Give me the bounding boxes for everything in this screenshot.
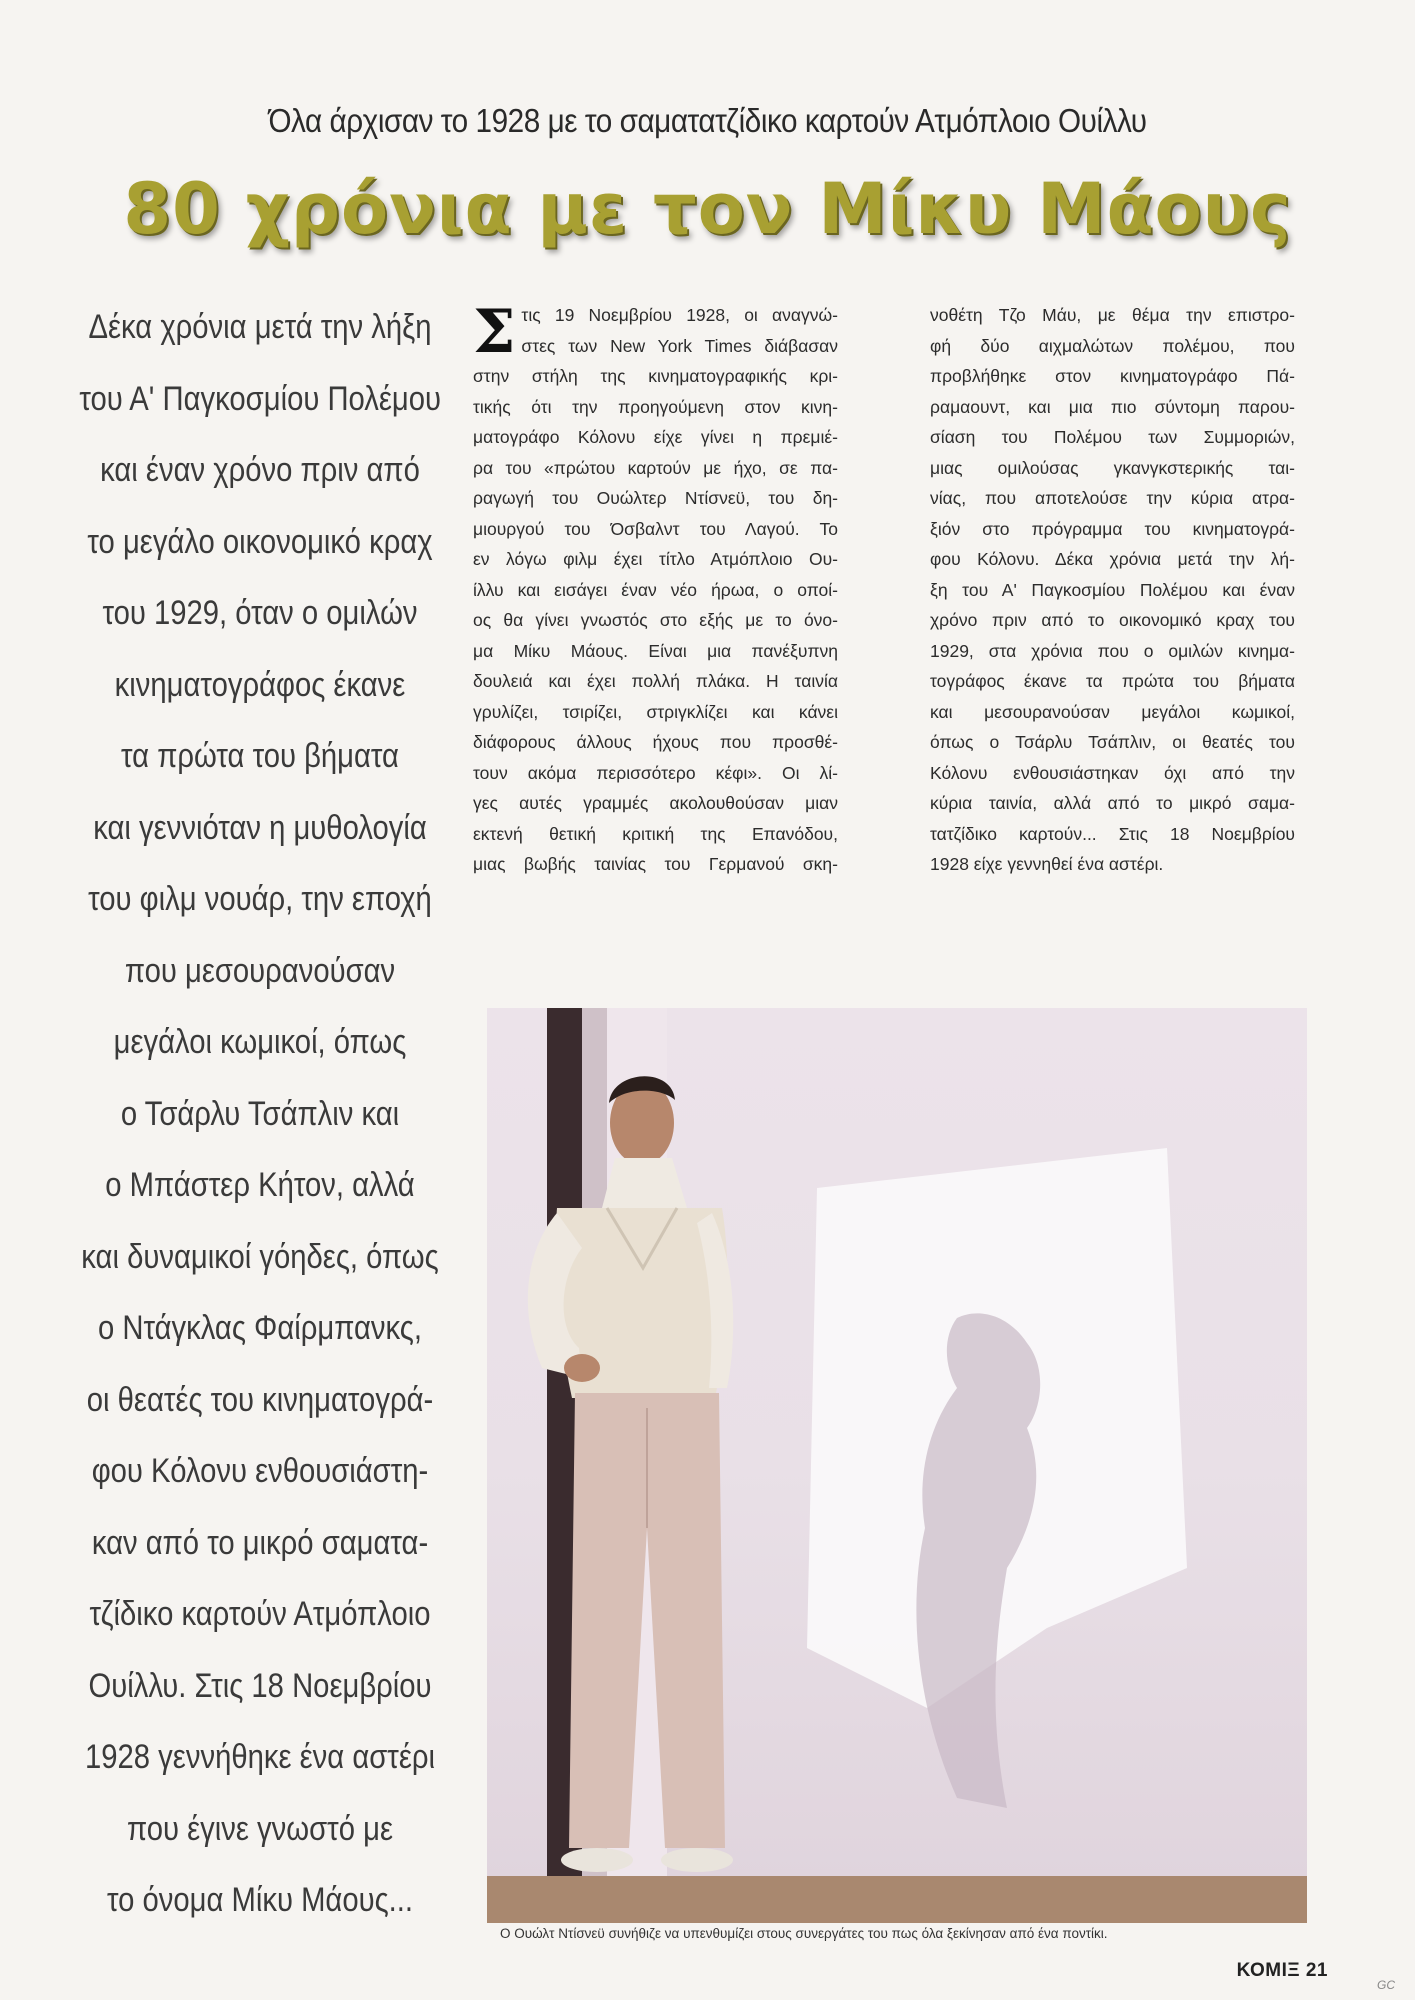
kicker: Όλα άρχισαν το 1928 με το σαματατζίδικο καρτούν Ατμόπλοιο Ουίλλυ [268, 102, 1147, 139]
headline: 80 χρόνια με τον Μίκυ Μάους [123, 168, 1292, 250]
article-line: νοθέτη Τζο Μάυ, με θέμα την επιστρο- [930, 305, 1295, 325]
intro-line: και έναν χρόνο πριν από [100, 451, 420, 489]
page-folio: ΚΟΜΙΞ 21 [1236, 1960, 1328, 1981]
photo-walt-disney [487, 1008, 1307, 1923]
article-line: χρόνο πριν από το οικονομικό κραχ του [930, 610, 1295, 630]
article-line: τογράφος έκανε τα πρώτα του βήματα [930, 671, 1295, 691]
intro-line: οι θεατές του κινηματογρά- [86, 1380, 434, 1419]
article-line: όπως ο Τσάρλυ Τσάπλιν, οι θεατές του [930, 732, 1295, 752]
scanner-mark: GC [1377, 1978, 1395, 1992]
article-line: στην στήλη της κινηματογραφικής κρι- [473, 366, 838, 386]
article-line: και μεσουρανούσαν μεγάλοι κωμικοί, [930, 701, 1295, 722]
intro-line: του φιλμ νουάρ, την εποχή [88, 880, 432, 918]
article-line: τις 19 Νοεμβρίου 1928, οι αναγνώ- [521, 305, 838, 325]
article-line: ματογράφο Κόλονυ είχε γίνει η πρεμιέ- [473, 427, 838, 447]
intro-line: το όνομα Μίκυ Μάους... [106, 1881, 414, 1919]
article-line: τατζίδικο καρτούν... Στις 18 Νοεμβρίου [930, 823, 1295, 844]
intro-line: και γεννιόταν η μυθολογία [93, 808, 427, 847]
article-line: φου Κόλονυ. Δέκα χρόνια μετά την λή- [930, 549, 1295, 569]
article-column-1 [473, 297, 838, 880]
intro-line: τα πρώτα του βήματα [121, 737, 399, 775]
article-column-2 [930, 300, 1295, 880]
article-line: προβλήθηκε στον κινηματογράφο Πά- [930, 366, 1295, 386]
article-line: ρα του «πρώτου καρτούν με ήχο, σε πα- [473, 457, 838, 478]
article-line: στες των New York Times διάβασαν [521, 335, 838, 356]
intro-line: ο Ντάγκλας Φαίρμπανκς, [97, 1309, 423, 1347]
intro-line: καν από το μικρό σαματα- [91, 1523, 429, 1562]
intro-line: τζίδικο καρτούν Ατμόπλοιο [89, 1595, 431, 1633]
intro-line: μεγάλοι κωμικοί, όπως [113, 1023, 407, 1061]
intro-line: 1928 γεννήθηκε ένα αστέρι [85, 1738, 435, 1776]
article-line: γες αυτές γραμμές ακολουθούσαν μιαν [473, 793, 838, 813]
article-line: ξη του Α' Παγκοσμίου Πολέμου και έναν [930, 579, 1295, 600]
article-line: μιας βωβής ταινίας του Γερμανού σκη- [473, 854, 838, 874]
article-line: ος θα γίνει γνωστός στο εξής με το όνο- [473, 610, 838, 630]
article-line: ξιόν στο πρόγραμμα του κινηματογρά- [930, 518, 1295, 539]
intro-column [50, 292, 470, 1937]
intro-line: ο Τσάρλυ Τσάπλιν και [120, 1094, 400, 1133]
intro-line: Δέκα χρόνια μετά την λήξη [88, 308, 432, 346]
article-line: ραγωγή του Ουώλτερ Ντίσνεϋ, του δη- [473, 488, 838, 508]
photo-caption: Ο Ουώλτ Ντίσνεϋ συνήθιζε να υπενθυμίζει στους συνεργάτες του πως όλα ξεκίνησαν από ένα ποντίκι. [500, 1926, 1108, 1941]
intro-line: το μεγάλο οικονομικό κραχ [87, 522, 433, 561]
article-line: Κόλονυ ενθουσιάστηκαν όχι από την [930, 762, 1295, 783]
article-line: νίας, που αποτελούσε την κύρια ατρα- [930, 488, 1295, 508]
intro-line: του 1929, όταν ο ομιλών [102, 594, 418, 632]
intro-line: και δυναμικοί γόηδες, όπως [81, 1237, 439, 1276]
intro-line: Ουίλλυ. Στις 18 Νοεμβρίου [88, 1666, 432, 1705]
intro-line: ο Μπάστερ Κήτον, αλλά [105, 1166, 415, 1204]
article-line: μιουργού του Όσβαλντ του Λαγού. Το [473, 518, 838, 539]
article-line: εκτενή θετική κριτική της Επανόδου, [473, 823, 838, 844]
article-line: κύρια ταινία, αλλά από το μικρό σαμα- [930, 793, 1295, 813]
intro-line: του Α' Παγκοσμίου Πολέμου [79, 379, 442, 418]
article-line: γρυλίζει, τσιρίζει, στριγκλίζει και κάνει [473, 701, 838, 722]
article-line: εν λόγω φιλμ έχει τίτλο Ατμόπλοιο Ου- [473, 549, 838, 569]
intro-line: κινηματογράφος έκανε [114, 665, 406, 704]
article-line: φή δύο αιχμαλώτων πολέμου, που [930, 335, 1295, 356]
intro-line: φου Κόλονυ ενθουσιάστη- [91, 1452, 429, 1490]
intro-line: που μεσουρανούσαν [124, 951, 396, 990]
article-line: ίλλυ και εισάγει έναν νέο ήρωα, ο οποί- [473, 579, 838, 600]
article-line: σίαση του Πολέμου των Συμμοριών, [930, 427, 1295, 447]
article-line: μα Μίκυ Μάους. Είναι μια πανέξυπνη [473, 640, 838, 661]
photo-illustration [487, 1008, 1307, 1923]
article-line: ραμαουντ, και μια πιο σύντομη παρου- [930, 396, 1295, 417]
intro-line: που έγινε γνωστό με [126, 1809, 394, 1848]
article-line: 1929, στα χρόνια που ο ομιλών κινημα- [930, 640, 1295, 661]
article-line: διάφορους άλλους ήχους που προσθέ- [473, 732, 838, 752]
drop-cap: Σ [473, 297, 516, 367]
article-line: τικής ότι την προηγούμενη στον κινη- [473, 396, 838, 417]
article-line: τουν ακόμα περισσότερο κέφι». Οι λί- [473, 762, 838, 783]
article-line: μιας ομιλούσας γκανγκστερικής ται- [930, 457, 1295, 478]
article-line: δουλειά και έχει πολλή πλάκα. Η ταινία [473, 671, 838, 691]
article-line: 1928 είχε γεννηθεί ένα αστέρι. [930, 854, 1164, 874]
